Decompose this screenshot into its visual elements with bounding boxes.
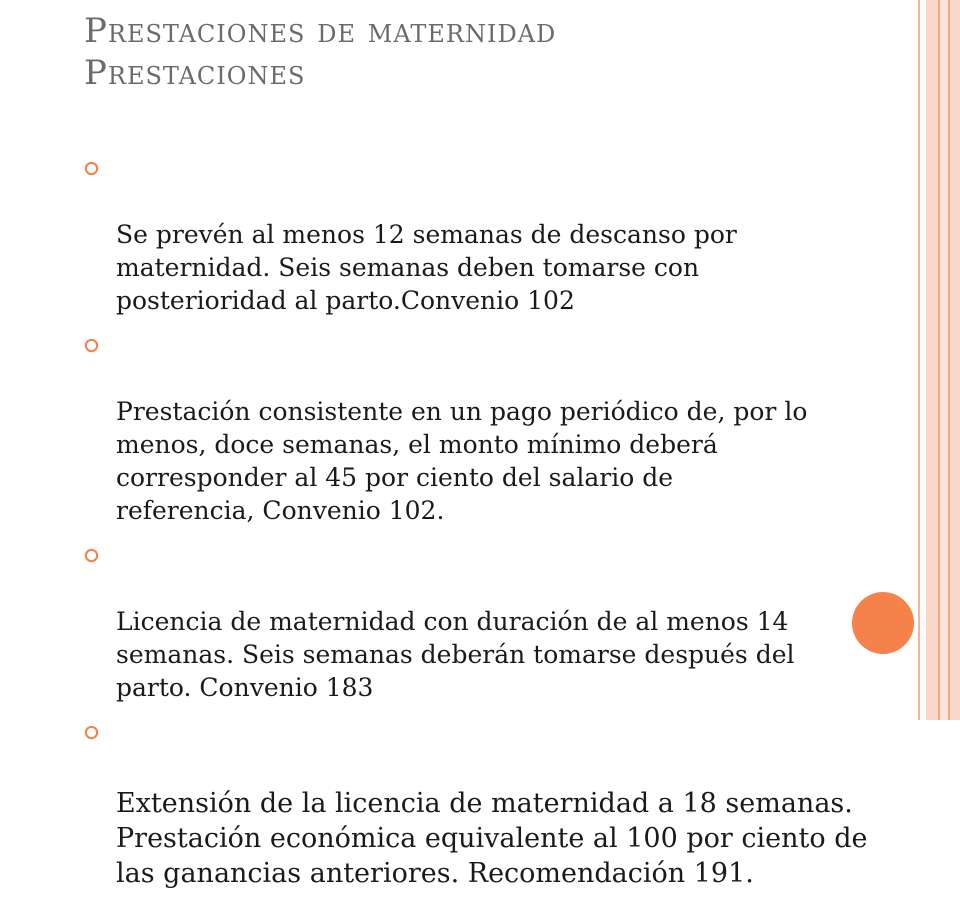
- slide-title: [84, 10, 864, 94]
- bullet-text: Prestación consistente en un pago periódico de, por lo menos, doce semanas, el monto mínimo deberá corresponder al 45 por ciento del salario de referencia, Convenio 102.: [116, 397, 808, 525]
- decorative-stripes: [918, 0, 960, 720]
- bullet-item: [84, 329, 910, 527]
- stripe: [926, 0, 938, 720]
- open-circle-bullet-icon: [84, 548, 99, 563]
- bullet-list: [84, 152, 910, 903]
- slide-title-line-2: Prestaciones: [84, 53, 306, 93]
- open-circle-bullet-icon: [84, 338, 99, 353]
- stripe: [940, 0, 948, 720]
- bullet-text: Licencia de maternidad con duración de al menos 14 semanas. Seis semanas deberán tomarse después del parto. Convenio 183: [116, 607, 795, 702]
- bullet-item: [84, 539, 910, 704]
- bullet-item: [84, 716, 910, 891]
- stripe: [950, 0, 960, 720]
- bullet-text: Se prevén al menos 12 semanas de descanso por maternidad. Seis semanas deben tomarse con posterioridad al parto.Convenio 102: [116, 220, 737, 315]
- open-circle-bullet-icon: [84, 725, 99, 740]
- bullet-text: Extensión de la licencia de maternidad a 18 semanas. Prestación económica equivalente al 100 por ciento de las ganancias anteriores. Recomendación 191.: [116, 788, 868, 889]
- slide-title-line-1: Prestaciones de maternidad: [84, 11, 557, 51]
- bullet-item: [84, 152, 910, 317]
- orange-circle-decoration: [852, 592, 914, 654]
- open-circle-bullet-icon: [84, 161, 99, 176]
